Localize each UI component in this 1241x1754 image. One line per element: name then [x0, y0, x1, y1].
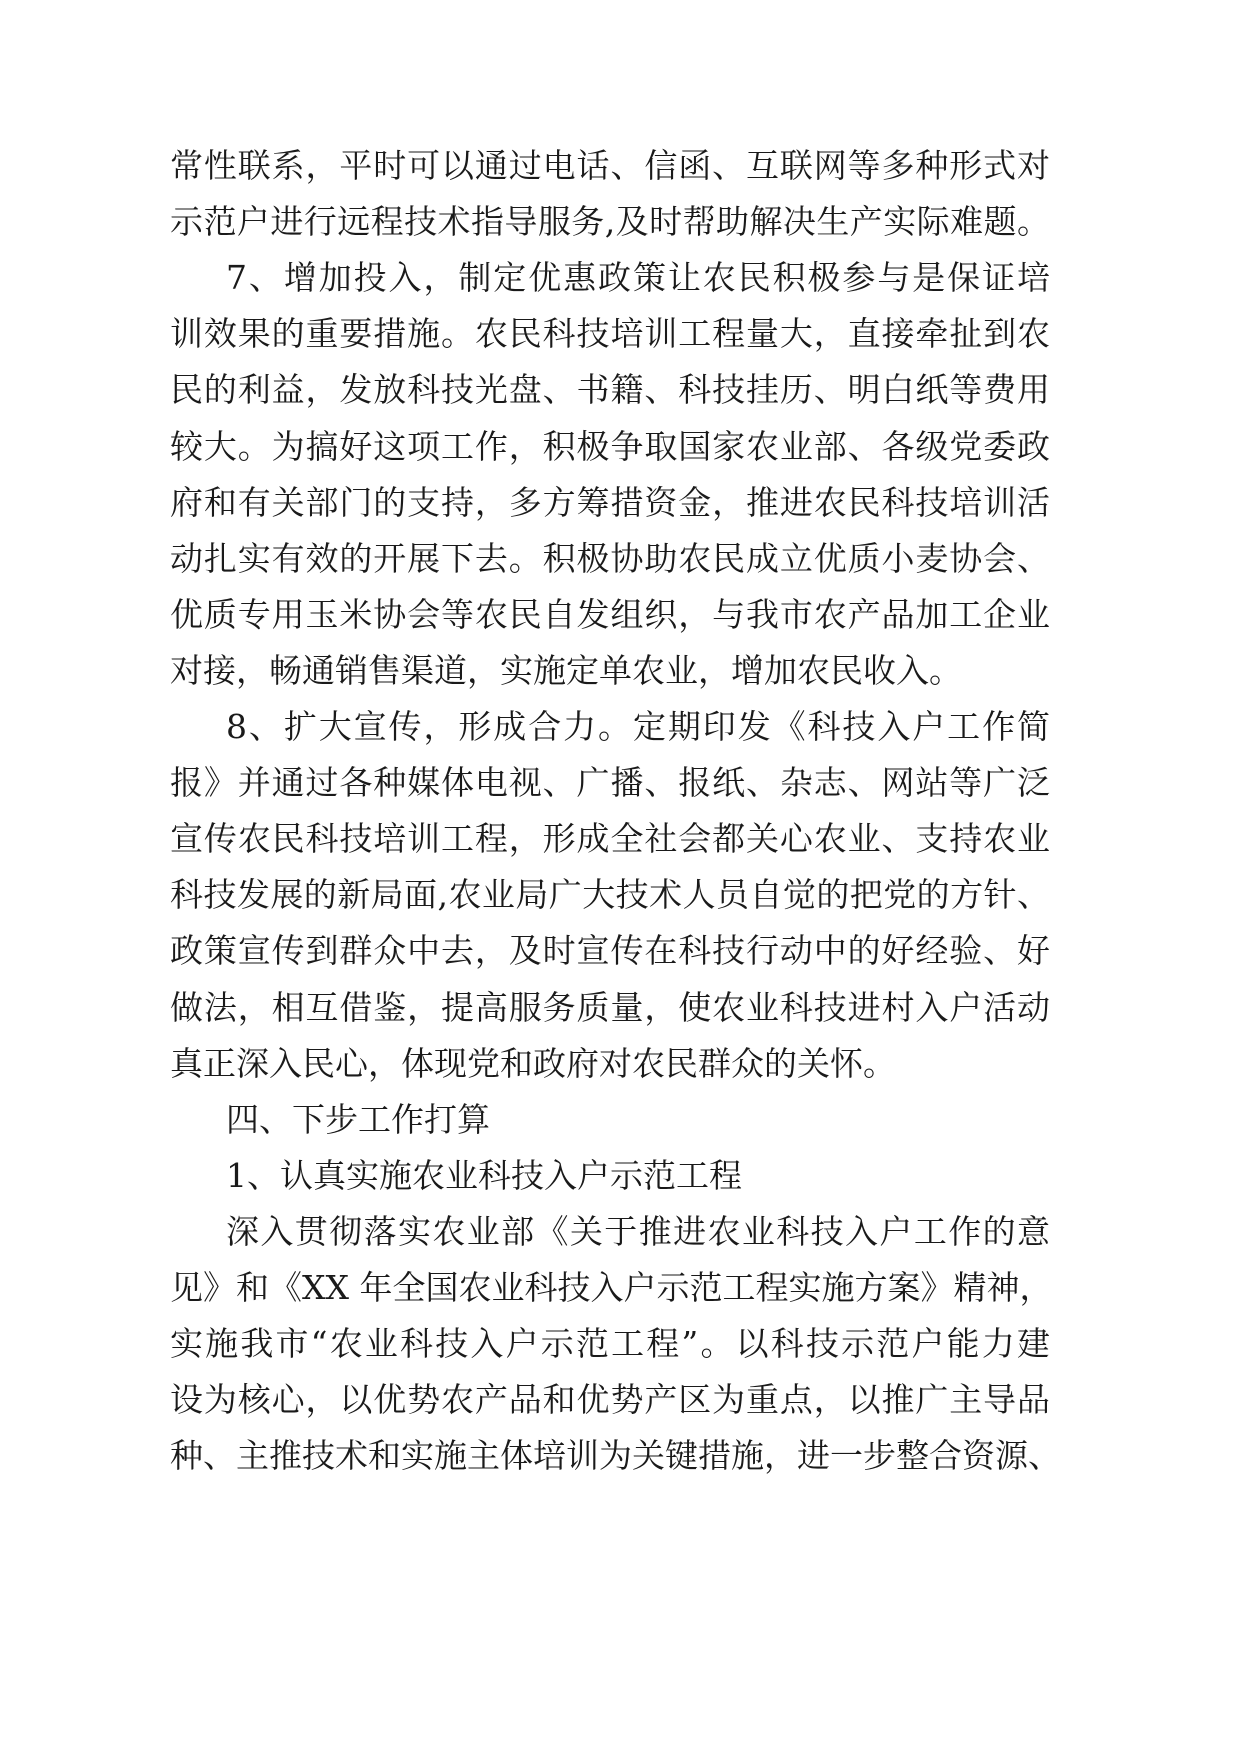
text-line: 政策宣传到群众中去，及时宣传在科技行动中的好经验、好	[170, 931, 1050, 971]
text-line: 报》并通过各种媒体电视、广播、报纸、杂志、网站等广泛	[170, 763, 1050, 803]
text-line: 设为核心，以优势农产品和优势产区为重点，以推广主导品	[170, 1380, 1050, 1420]
text-line: 见》和《XX 年全国农业科技入户示范工程实施方案》精神，	[170, 1268, 1053, 1307]
text-line: 示范户进行远程技术指导服务,及时帮助解决生产实际难题。	[170, 202, 1050, 242]
text-line: 训效果的重要措施。农民科技培训工程量大，直接牵扯到农	[170, 314, 1050, 354]
text-line: 优质专用玉米协会等农民自发组织，与我市农产品加工企业	[170, 594, 1050, 634]
text-line: 种、主推技术和实施主体培训为关键措施，进一步整合资源、	[170, 1436, 1061, 1476]
text-line: 较大。为搞好这项工作，积极争取国家农业部、各级党委政	[170, 426, 1050, 466]
text-line: 真正深入民心，体现党和政府对农民群众的关怀。	[170, 1043, 896, 1083]
text-line: 宣传农民科技培训工程，形成全社会都关心农业、支持农业	[170, 819, 1050, 859]
text-line: 深入贯彻落实农业部《关于推进农业科技入户工作的意	[226, 1211, 1050, 1251]
text-line: 常性联系，平时可以通过电话、信函、互联网等多种形式对	[170, 146, 1050, 185]
text-line: 对接，畅通销售渠道，实施定单农业，增加农民收入。	[170, 650, 962, 690]
text-line: 动扎实有效的开展下去。积极协助农民成立优质小麦协会、	[170, 538, 1050, 578]
text-line: 7、增加投入，制定优惠政策让农民积极参与是保证培	[226, 258, 1050, 298]
text-line: 科技发展的新局面,农业局广大技术人员自觉的把党的方针、	[170, 875, 1050, 915]
text-line: 民的利益，发放科技光盘、书籍、科技挂历、明白纸等费用	[170, 370, 1050, 410]
text-line: 8、扩大宣传，形成合力。定期印发《科技入户工作简	[226, 707, 1050, 746]
text-line: 实施我市“农业科技入户示范工程”。以科技示范户能力建	[170, 1324, 1050, 1364]
text-line: 府和有关部门的支持，多方筹措资金，推进农民科技培训活	[170, 482, 1050, 522]
text-line: 1、认真实施农业科技入户示范工程	[226, 1155, 742, 1195]
text-line: 做法，相互借鉴，提高服务质量，使农业科技进村入户活动	[170, 987, 1050, 1027]
text-line: 四、下步工作打算	[226, 1099, 490, 1139]
